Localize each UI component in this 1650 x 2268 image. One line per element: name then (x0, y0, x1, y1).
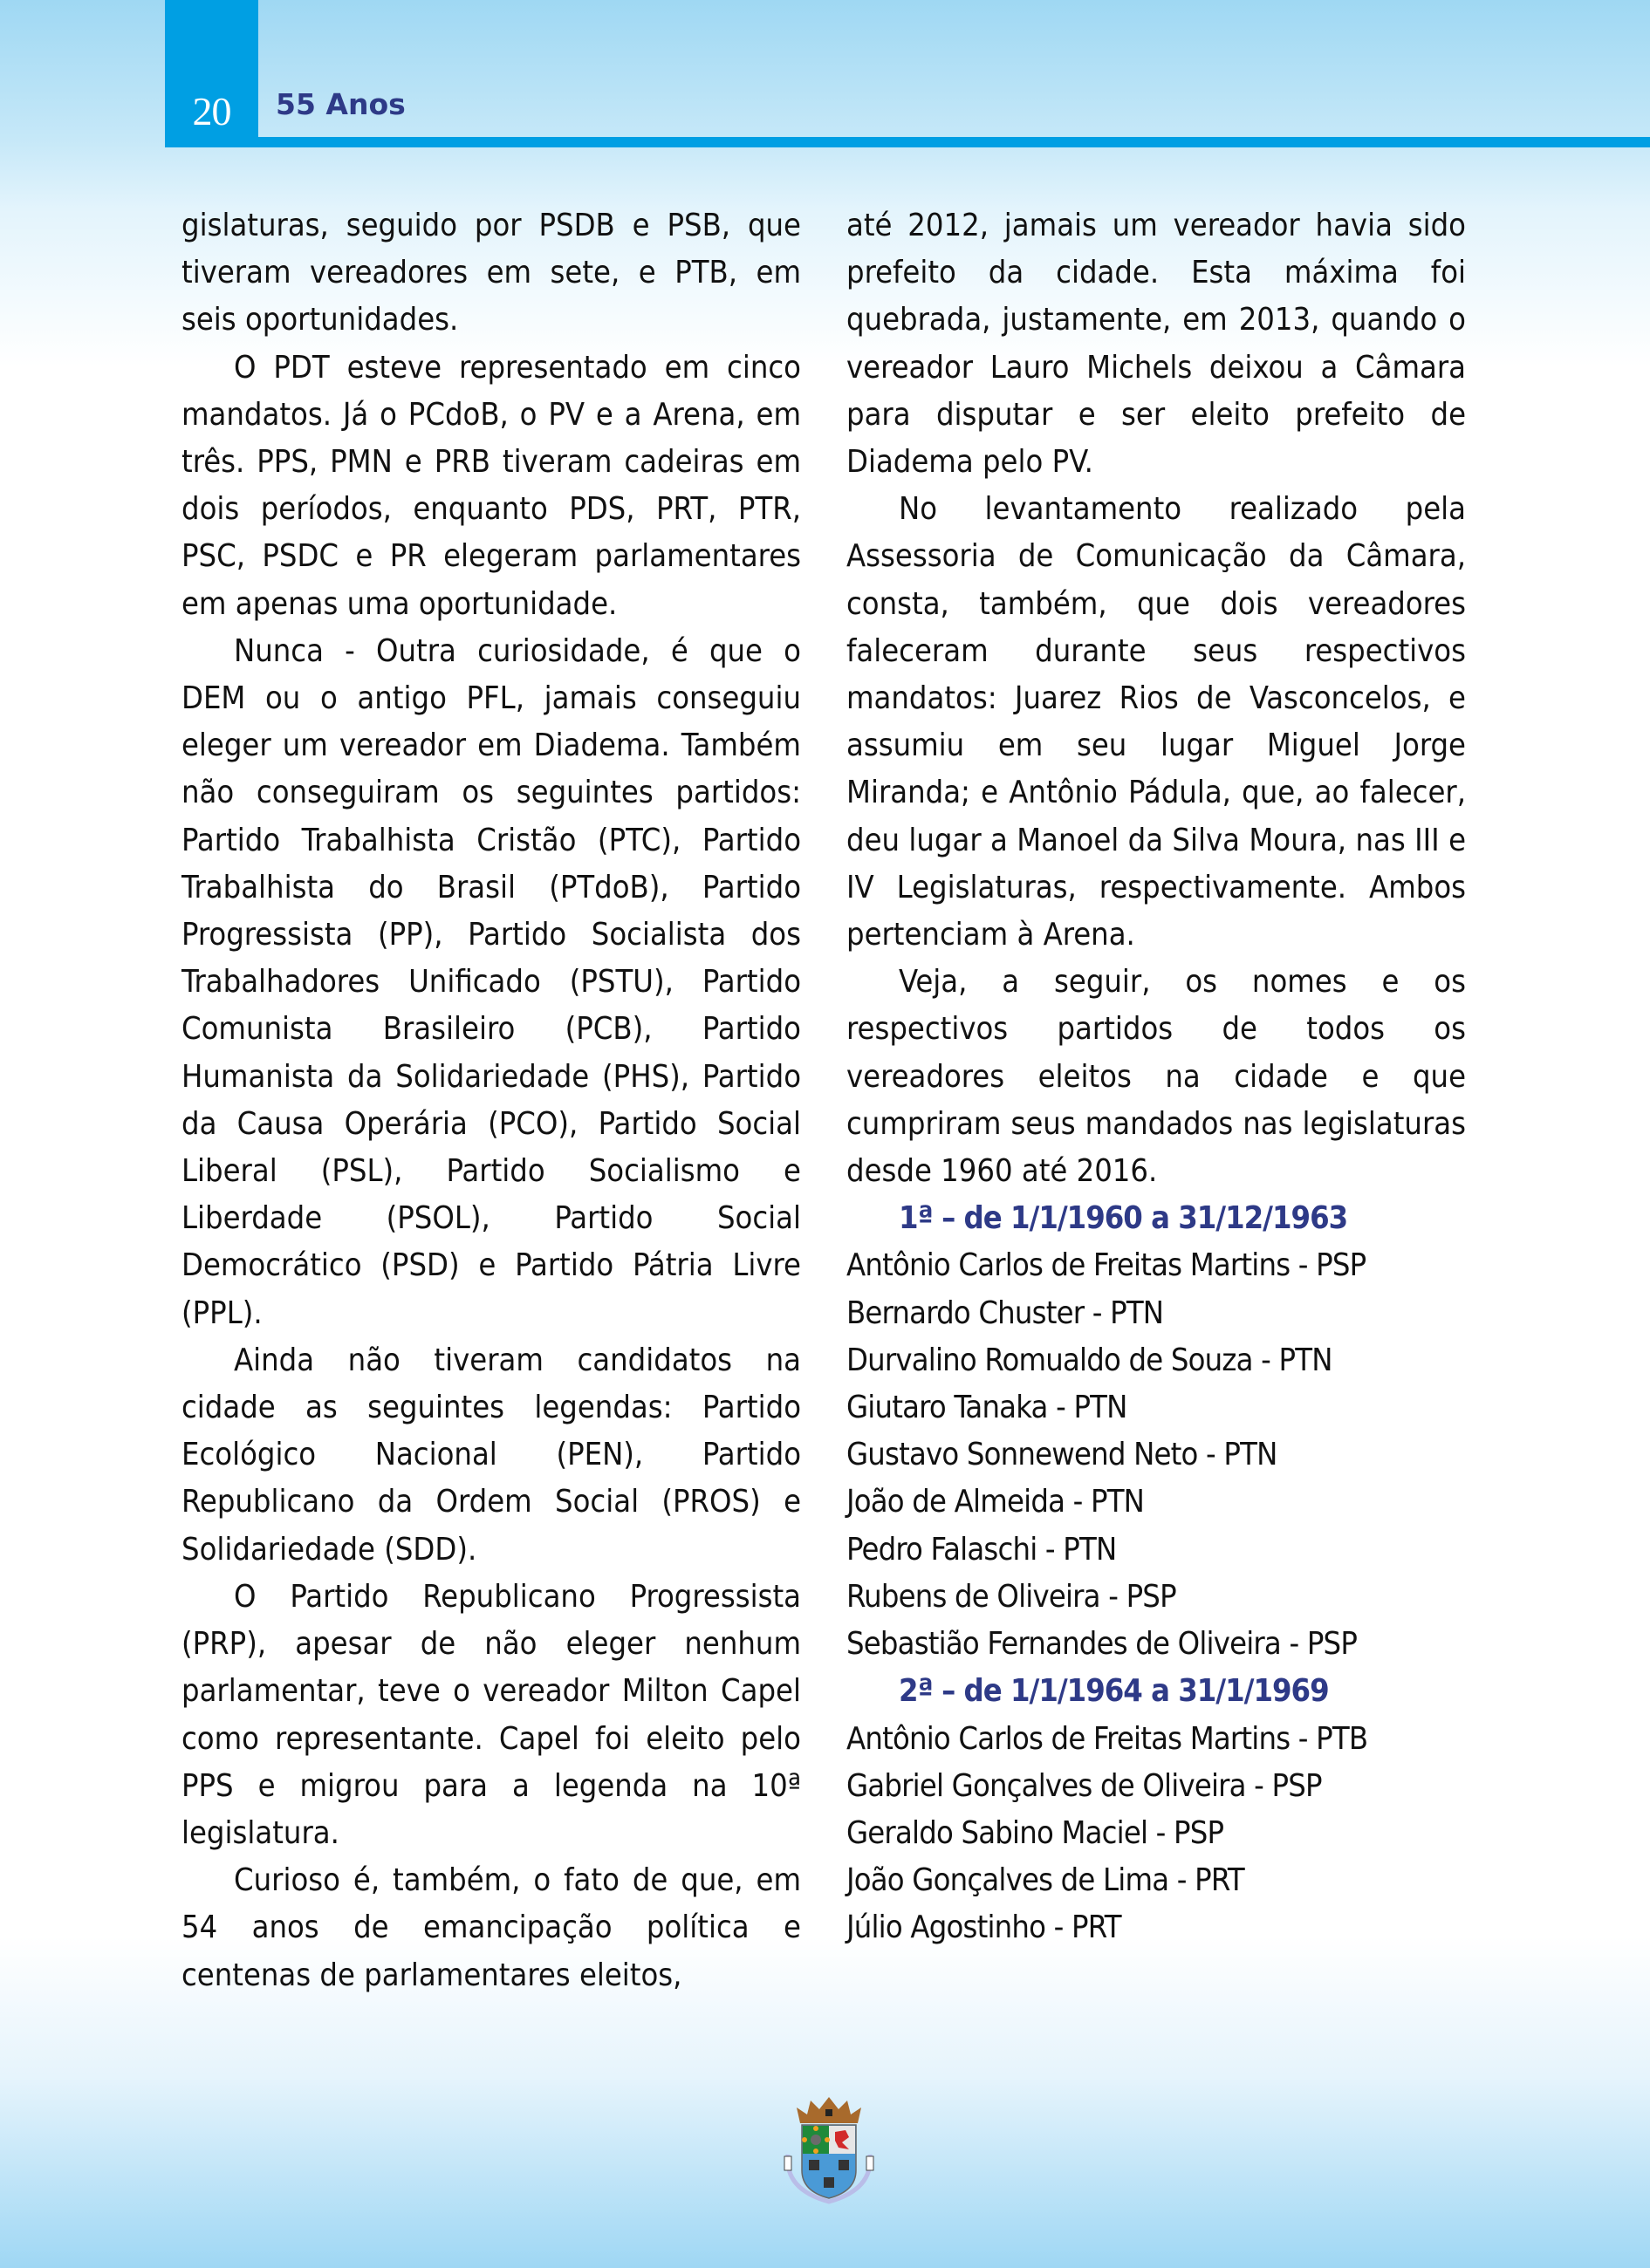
list-item: Pedro Falaschi - PTN (846, 1531, 1117, 1568)
paragraph: Ainda não tiveram candidatos na cidade as seguintes legendas: Partido Ecológico Nacional (PEN), Partido Republicano da Ordem Social (PROS) e Solidariedade (SDD). (181, 1342, 801, 1568)
legislature-title: 1ª – de 1/1/1960 a 31/12/1963 (899, 1200, 1348, 1237)
left-column (181, 202, 801, 1999)
councilor-list (846, 1242, 1466, 1668)
list-item: Bernardo Chuster - PTN (846, 1295, 1164, 1331)
list-item: Antônio Carlos de Freitas Martins - PSP (846, 1247, 1366, 1284)
header-rule (165, 137, 1650, 147)
paragraph: Nunca - Outra curiosidade, é que o DEM ou o antigo PFL, jamais conseguiu eleger um vereador em Diadema. Também não conseguiram os seguintes partidos: Partido Trabalhista Cristão (PTC), Partido Trabalhista do Brasil (PTdoB), Partido Progressista (PP), Partido Socialista dos Trabalhadores Unificado (PSTU), Partido Comunista Brasileiro (PCB), Partido Humanista da Solidariedade (PHS), Partido da Causa Operária (PCO), Partido Social Liberal (PSL), Partido Socialismo e Liberdade (PSOL), Partido Social Democrático (PSD) e Partido Pátria Livre (PPL). (181, 632, 801, 1331)
page-number: 20 (192, 89, 231, 133)
paragraph: O PDT esteve representado em cinco mandatos. Já o PCdoB, o PV e a Arena, em três. PPS, PMN e PRB tiveram cadeiras em dois períodos, enquanto PDS, PRT, PTR, PSC, PSDC e PR elegeram parlamentares em apenas uma oportunidade. (181, 349, 801, 622)
legislature-section (846, 1195, 1466, 1668)
paragraph: O Partido Republicano Progressista (PRP), apesar de não eleger nenhum parlamentar, teve o vereador Milton Capel como representante. Capel foi eleito pelo PPS e migrou para a legenda na 10ª legislatura. (181, 1578, 801, 1851)
right-column (846, 202, 1466, 1952)
paragraph: Curioso é, também, o fato de que, em 54 anos de emancipação política e centenas de parlamentares eleitos, (181, 1862, 801, 1993)
list-item: Júlio Agostinho - PRT (846, 1909, 1121, 1946)
list-item: Gabriel Gonçalves de Oliveira - PSP (846, 1767, 1322, 1804)
legislature-section (846, 1668, 1466, 1951)
list-item: Sebastião Fernandes de Oliveira - PSP (846, 1626, 1358, 1663)
list-item: Rubens de Oliveira - PSP (846, 1578, 1176, 1615)
list-item: Geraldo Sabino Maciel - PSP (846, 1814, 1224, 1851)
councilor-list (846, 1716, 1466, 1952)
running-title: 55 Anos (276, 87, 406, 121)
legislature-title: 2ª – de 1/1/1964 a 31/1/1969 (899, 1673, 1329, 1710)
paragraph: gislaturas, seguido por PSDB e PSB, que tiveram vereadores em sete, e PTB, em seis oportunidades. (181, 208, 801, 338)
paragraph: Veja, a seguir, os nomes e os respectivos partidos de todos os vereadores eleitos na cidade e que cumpriram seus mandados nas legislaturas desde 1960 até 2016. (846, 964, 1466, 1190)
list-item: Giutaro Tanaka - PTN (846, 1390, 1127, 1426)
list-item: João Gonçalves de Lima - PRT (846, 1862, 1244, 1899)
paragraph: até 2012, jamais um vereador havia sido prefeito da cidade. Esta máxima foi quebrada, justamente, em 2013, quando o vereador Lauro Michels deixou a Câmara para disputar e ser eleito prefeito de Diadema pelo PV. (846, 208, 1466, 481)
paragraph: No levantamento realizado pela Assessoria de Comunicação da Câmara, consta, também, que dois vereadores faleceram durante seus respectivos mandatos: Juarez Rios de Vasconcelos, e assumiu em seu lugar Miguel Jorge Miranda; e Antônio Pádula, que, ao falecer, deu lugar a Manoel da Silva Moura, nas III e IV Legislaturas, respectivamente. Ambos pertenciam à Arena. (846, 491, 1466, 953)
page-number-block (165, 0, 258, 147)
list-item: João de Almeida - PTN (846, 1484, 1145, 1520)
list-item: Antônio Carlos de Freitas Martins - PTB (846, 1720, 1368, 1757)
municipal-coat-of-arms-icon (781, 2094, 877, 2207)
list-item: Gustavo Sonnewend Neto - PTN (846, 1437, 1277, 1473)
list-item: Durvalino Romualdo de Souza - PTN (846, 1342, 1332, 1378)
